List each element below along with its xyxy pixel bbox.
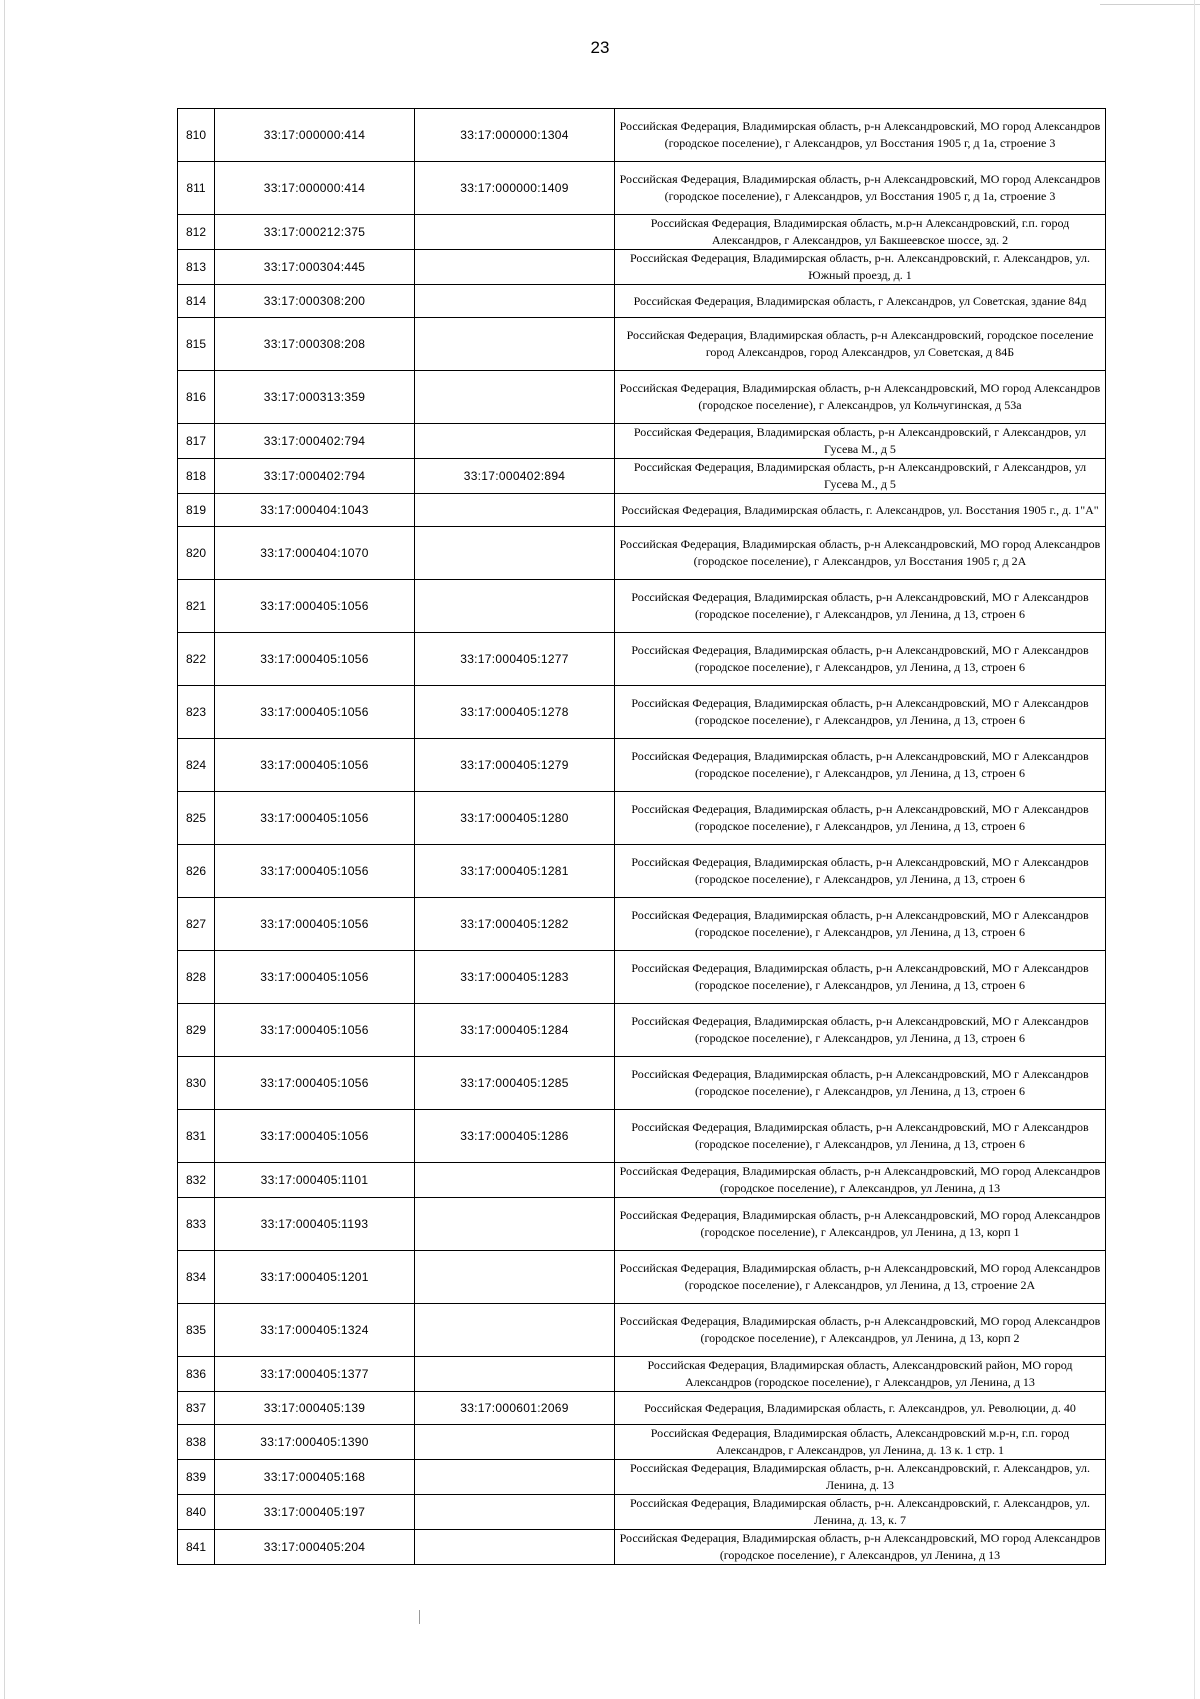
scan-mark xyxy=(419,1610,420,1624)
related-cadastral-number-cell: 33:17:000405:1282 xyxy=(415,898,615,951)
related-cadastral-number-cell xyxy=(415,250,615,285)
row-number-cell: 822 xyxy=(178,633,215,686)
cadastral-number-cell: 33:17:000405:204 xyxy=(215,1530,415,1565)
page-number: 23 xyxy=(590,38,610,57)
scan-edge-left xyxy=(4,0,5,1699)
table-row xyxy=(178,1304,1106,1357)
address-cell: Российская Федерация, Владимирская область, р-н Александровский, МО г Александров (городское поселение), г Александров, ул Ленина, д 13, строен 6 xyxy=(615,951,1106,1004)
related-cadastral-number-cell xyxy=(415,1198,615,1251)
related-cadastral-number-cell xyxy=(415,424,615,459)
table-row xyxy=(178,318,1106,371)
row-number-cell: 823 xyxy=(178,686,215,739)
related-cadastral-number-cell: 33:17:000000:1409 xyxy=(415,162,615,215)
row-number-cell: 841 xyxy=(178,1530,215,1565)
cadastral-number-cell: 33:17:000405:139 xyxy=(215,1392,415,1425)
address-cell: Российская Федерация, Владимирская область, р-н. Александровский, г. Александров, ул. Ленина, д. 13 xyxy=(615,1460,1106,1495)
cadastral-number-cell: 33:17:000402:794 xyxy=(215,459,415,494)
cadastral-number-cell: 33:17:000405:1056 xyxy=(215,580,415,633)
table-row xyxy=(178,580,1106,633)
row-number-cell: 824 xyxy=(178,739,215,792)
cadastral-number-cell: 33:17:000405:1193 xyxy=(215,1198,415,1251)
row-number-cell: 827 xyxy=(178,898,215,951)
row-number-cell: 815 xyxy=(178,318,215,371)
table-row xyxy=(178,1004,1106,1057)
cadastral-number-cell: 33:17:000405:168 xyxy=(215,1460,415,1495)
address-cell: Российская Федерация, Владимирская область, р-н Александровский, МО город Александров (городское поселение), г Александров, ул Восстания 1905 г, д 2А xyxy=(615,527,1106,580)
related-cadastral-number-cell xyxy=(415,1460,615,1495)
row-number-cell: 828 xyxy=(178,951,215,1004)
table-row xyxy=(178,686,1106,739)
cadastral-number-cell: 33:17:000405:197 xyxy=(215,1495,415,1530)
cadastral-number-cell: 33:17:000405:1324 xyxy=(215,1304,415,1357)
table-row xyxy=(178,1163,1106,1198)
row-number-cell: 816 xyxy=(178,371,215,424)
table-row xyxy=(178,285,1106,318)
related-cadastral-number-cell xyxy=(415,527,615,580)
scan-edge-right xyxy=(1194,0,1195,1699)
related-cadastral-number-cell xyxy=(415,1530,615,1565)
table-row xyxy=(178,527,1106,580)
related-cadastral-number-cell xyxy=(415,580,615,633)
table-row xyxy=(178,1057,1106,1110)
table-row xyxy=(178,633,1106,686)
cadastral-number-cell: 33:17:000405:1056 xyxy=(215,951,415,1004)
related-cadastral-number-cell: 33:17:000405:1277 xyxy=(415,633,615,686)
cadastral-number-cell: 33:17:000405:1056 xyxy=(215,686,415,739)
related-cadastral-number-cell: 33:17:000405:1283 xyxy=(415,951,615,1004)
table-row xyxy=(178,162,1106,215)
table-row xyxy=(178,1425,1106,1460)
cadastral-number-cell: 33:17:000405:1056 xyxy=(215,1004,415,1057)
cadastral-number-cell: 33:17:000000:414 xyxy=(215,162,415,215)
row-number-cell: 836 xyxy=(178,1357,215,1392)
row-number-cell: 814 xyxy=(178,285,215,318)
row-number-cell: 837 xyxy=(178,1392,215,1425)
address-cell: Российская Федерация, Владимирская область, р-н Александровский, МО г Александров (городское поселение), г Александров, ул Ленина, д 13, строен 6 xyxy=(615,686,1106,739)
row-number-cell: 818 xyxy=(178,459,215,494)
table-row xyxy=(178,1530,1106,1565)
table-row xyxy=(178,1392,1106,1425)
related-cadastral-number-cell xyxy=(415,1251,615,1304)
register-table-body xyxy=(178,109,1106,1565)
address-cell: Российская Федерация, Владимирская область, р-н Александровский, МО г Александров (городское поселение), г Александров, ул Ленина, д 13, строен 6 xyxy=(615,1004,1106,1057)
row-number-cell: 833 xyxy=(178,1198,215,1251)
row-number-cell: 831 xyxy=(178,1110,215,1163)
row-number-cell: 813 xyxy=(178,250,215,285)
row-number-cell: 819 xyxy=(178,494,215,527)
cadastral-number-cell: 33:17:000405:1056 xyxy=(215,845,415,898)
address-cell: Российская Федерация, Владимирская область, р-н Александровский, МО г Александров (городское поселение), г Александров, ул Ленина, д 13, строен 6 xyxy=(615,739,1106,792)
address-cell: Российская Федерация, Владимирская область, р-н Александровский, МО г Александров (городское поселение), г Александров, ул Ленина, д 13, строен 6 xyxy=(615,580,1106,633)
table-row xyxy=(178,1357,1106,1392)
row-number-cell: 820 xyxy=(178,527,215,580)
address-cell: Российская Федерация, Владимирская область, р-н Александровский, МО г Александров (городское поселение), г Александров, ул Ленина, д 13, строен 6 xyxy=(615,845,1106,898)
address-cell: Российская Федерация, Владимирская область, р-н. Александровский, г. Александров, ул. Ленина, д. 13, к. 7 xyxy=(615,1495,1106,1530)
row-number-cell: 830 xyxy=(178,1057,215,1110)
address-cell: Российская Федерация, Владимирская область, р-н Александровский, МО г Александров (городское поселение), г Александров, ул Ленина, д 13, строен 6 xyxy=(615,633,1106,686)
table-row xyxy=(178,792,1106,845)
address-cell: Российская Федерация, Владимирская область, Александровский район, МО город Александров (городское поселение), г Александров, ул Ленина, д 13 xyxy=(615,1357,1106,1392)
address-cell: Российская Федерация, Владимирская область, р-н Александровский, г Александров, ул Гусева М., д 5 xyxy=(615,459,1106,494)
table-row xyxy=(178,1460,1106,1495)
related-cadastral-number-cell xyxy=(415,1495,615,1530)
address-cell: Российская Федерация, Владимирская область, р-н Александровский, МО город Александров (городское поселение), г Александров, ул Ленина, д 13, строение 2А xyxy=(615,1251,1106,1304)
related-cadastral-number-cell: 33:17:000405:1286 xyxy=(415,1110,615,1163)
address-cell: Российская Федерация, Владимирская область, р-н Александровский, МО г Александров (городское поселение), г Александров, ул Ленина, д 13, строен 6 xyxy=(615,1057,1106,1110)
cadastral-number-cell: 33:17:000405:1056 xyxy=(215,739,415,792)
address-cell: Российская Федерация, Владимирская область, р-н Александровский, МО город Александров (городское поселение), г Александров, ул Кольчугинская, д 53а xyxy=(615,371,1106,424)
cadastral-number-cell: 33:17:000405:1056 xyxy=(215,633,415,686)
address-cell: Российская Федерация, Владимирская область, р-н Александровский, г Александров, ул Гусева М., д 5 xyxy=(615,424,1106,459)
row-number-cell: 838 xyxy=(178,1425,215,1460)
cadastral-number-cell: 33:17:000405:1377 xyxy=(215,1357,415,1392)
related-cadastral-number-cell xyxy=(415,1304,615,1357)
table-row xyxy=(178,1495,1106,1530)
address-cell: Российская Федерация, Владимирская область, р-н Александровский, МО г Александров (городское поселение), г Александров, ул Ленина, д 13, строен 6 xyxy=(615,792,1106,845)
address-cell: Российская Федерация, Владимирская область, г Александров, ул Советская, здание 84д xyxy=(615,285,1106,318)
related-cadastral-number-cell xyxy=(415,371,615,424)
table-row xyxy=(178,250,1106,285)
row-number-cell: 821 xyxy=(178,580,215,633)
table-row xyxy=(178,371,1106,424)
related-cadastral-number-cell xyxy=(415,1163,615,1198)
cadastral-number-cell: 33:17:000000:414 xyxy=(215,109,415,162)
cadastral-number-cell: 33:17:000313:359 xyxy=(215,371,415,424)
table-row xyxy=(178,1198,1106,1251)
table-row xyxy=(178,739,1106,792)
related-cadastral-number-cell xyxy=(415,1357,615,1392)
address-cell: Российская Федерация, Владимирская область, г. Александров, ул. Революции, д. 40 xyxy=(615,1392,1106,1425)
cadastral-number-cell: 33:17:000405:1056 xyxy=(215,1110,415,1163)
cadastral-number-cell: 33:17:000405:1390 xyxy=(215,1425,415,1460)
address-cell: Российская Федерация, Владимирская область, Александровский м.р-н, г.п. город Александров, г Александров, ул Ленина, д. 13 к. 1 стр. 1 xyxy=(615,1425,1106,1460)
cadastral-number-cell: 33:17:000304:445 xyxy=(215,250,415,285)
related-cadastral-number-cell xyxy=(415,215,615,250)
related-cadastral-number-cell xyxy=(415,494,615,527)
row-number-cell: 839 xyxy=(178,1460,215,1495)
cadastral-number-cell: 33:17:000212:375 xyxy=(215,215,415,250)
address-cell: Российская Федерация, Владимирская область, р-н. Александровский, г. Александров, ул. Южный проезд, д. 1 xyxy=(615,250,1106,285)
address-cell: Российская Федерация, Владимирская область, р-н Александровский, МО город Александров (городское поселение), г Александров, ул Ленина, д 13 xyxy=(615,1163,1106,1198)
cadastral-number-cell: 33:17:000405:1056 xyxy=(215,792,415,845)
cadastral-number-cell: 33:17:000404:1043 xyxy=(215,494,415,527)
cadastral-number-cell: 33:17:000405:1056 xyxy=(215,1057,415,1110)
table-row xyxy=(178,1251,1106,1304)
cadastral-number-cell: 33:17:000308:200 xyxy=(215,285,415,318)
row-number-cell: 825 xyxy=(178,792,215,845)
related-cadastral-number-cell: 33:17:000405:1279 xyxy=(415,739,615,792)
related-cadastral-number-cell: 33:17:000402:894 xyxy=(415,459,615,494)
row-number-cell: 812 xyxy=(178,215,215,250)
related-cadastral-number-cell: 33:17:000405:1284 xyxy=(415,1004,615,1057)
row-number-cell: 840 xyxy=(178,1495,215,1530)
table-row xyxy=(178,898,1106,951)
row-number-cell: 832 xyxy=(178,1163,215,1198)
table-row xyxy=(178,109,1106,162)
address-cell: Российская Федерация, Владимирская область, р-н Александровский, МО г Александров (городское поселение), г Александров, ул Ленина, д 13, строен 6 xyxy=(615,898,1106,951)
row-number-cell: 835 xyxy=(178,1304,215,1357)
related-cadastral-number-cell xyxy=(415,318,615,371)
related-cadastral-number-cell xyxy=(415,1425,615,1460)
row-number-cell: 811 xyxy=(178,162,215,215)
related-cadastral-number-cell: 33:17:000000:1304 xyxy=(415,109,615,162)
cadastral-number-cell: 33:17:000405:1201 xyxy=(215,1251,415,1304)
address-cell: Российская Федерация, Владимирская область, р-н Александровский, городское поселение город Александров, город Александров, ул Советская, д 84Б xyxy=(615,318,1106,371)
address-cell: Российская Федерация, Владимирская область, р-н Александровский, МО город Александров (городское поселение), г Александров, ул Ленина, д 13, корп 2 xyxy=(615,1304,1106,1357)
row-number-cell: 810 xyxy=(178,109,215,162)
row-number-cell: 834 xyxy=(178,1251,215,1304)
related-cadastral-number-cell: 33:17:000405:1285 xyxy=(415,1057,615,1110)
address-cell: Российская Федерация, Владимирская область, г. Александров, ул. Восстания 1905 г., д. 1"А" xyxy=(615,494,1106,527)
cadastral-number-cell: 33:17:000308:208 xyxy=(215,318,415,371)
related-cadastral-number-cell: 33:17:000405:1280 xyxy=(415,792,615,845)
address-cell: Российская Федерация, Владимирская область, р-н Александровский, МО город Александров (городское поселение), г Александров, ул Ленина, д 13, корп 1 xyxy=(615,1198,1106,1251)
register-table xyxy=(177,108,1106,1565)
row-number-cell: 826 xyxy=(178,845,215,898)
related-cadastral-number-cell: 33:17:000405:1281 xyxy=(415,845,615,898)
row-number-cell: 817 xyxy=(178,424,215,459)
related-cadastral-number-cell: 33:17:000405:1278 xyxy=(415,686,615,739)
table-row xyxy=(178,424,1106,459)
address-cell: Российская Федерация, Владимирская область, р-н Александровский, МО город Александров (городское поселение), г Александров, ул Восстания 1905 г, д 1а, строение 3 xyxy=(615,162,1106,215)
table-row xyxy=(178,459,1106,494)
table-row xyxy=(178,845,1106,898)
address-cell: Российская Федерация, Владимирская область, р-н Александровский, МО город Александров (городское поселение), г Александров, ул Ленина, д 13 xyxy=(615,1530,1106,1565)
scan-edge-top xyxy=(1100,4,1200,5)
address-cell: Российская Федерация, Владимирская область, м.р-н Александровский, г.п. город Александров, г Александров, ул Бакшеевское шоссе, зд. 2 xyxy=(615,215,1106,250)
table-row xyxy=(178,215,1106,250)
related-cadastral-number-cell xyxy=(415,285,615,318)
table-row xyxy=(178,951,1106,1004)
address-cell: Российская Федерация, Владимирская область, р-н Александровский, МО город Александров (городское поселение), г Александров, ул Восстания 1905 г, д 1а, строение 3 xyxy=(615,109,1106,162)
row-number-cell: 829 xyxy=(178,1004,215,1057)
cadastral-number-cell: 33:17:000405:1056 xyxy=(215,898,415,951)
table-row xyxy=(178,494,1106,527)
address-cell: Российская Федерация, Владимирская область, р-н Александровский, МО г Александров (городское поселение), г Александров, ул Ленина, д 13, строен 6 xyxy=(615,1110,1106,1163)
cadastral-number-cell: 33:17:000404:1070 xyxy=(215,527,415,580)
cadastral-number-cell: 33:17:000405:1101 xyxy=(215,1163,415,1198)
cadastral-number-cell: 33:17:000402:794 xyxy=(215,424,415,459)
table-row xyxy=(178,1110,1106,1163)
related-cadastral-number-cell: 33:17:000601:2069 xyxy=(415,1392,615,1425)
